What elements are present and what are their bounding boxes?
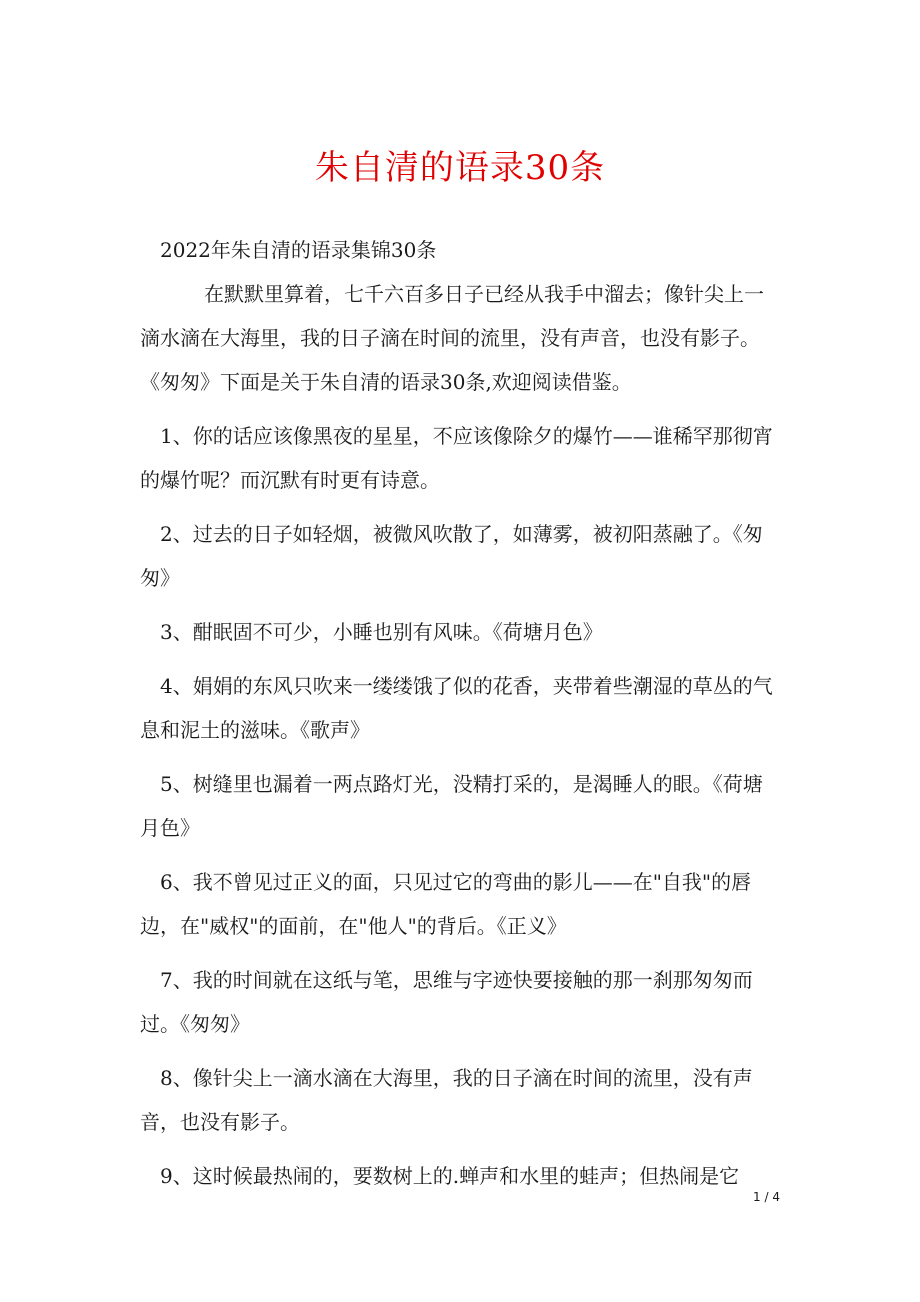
document-subtitle: 2022年朱自清的语录集锦30条 (160, 238, 437, 262)
document-title: 朱自清的语录30条 (314, 148, 606, 188)
quote-item: 7、我的时间就在这纸与笔，思维与字迹快要接触的那一刹那匆匆而过。《匆匆》 (140, 968, 753, 1036)
page-number: 1 / 4 (753, 1190, 780, 1204)
quote-item: 4、娟娟的东风只吹来一缕缕饿了似的花香，夹带着些潮湿的草丛的气息和泥土的滋味。《歌声》 (140, 674, 773, 742)
quote-item: 8、像针尖上一滴水滴在大海里，我的日子滴在时间的流里，没有声音，也没有影子。 (140, 1066, 753, 1134)
document-body (140, 228, 782, 1198)
quote-item: 1、你的话应该像黑夜的星星，不应该像除夕的爆竹——谁稀罕那彻宵的爆竹呢？而沉默有时更有诗意。 (140, 424, 773, 492)
quote-item: 2、过去的日子如轻烟，被微风吹散了，如薄雾，被初阳蒸融了。《匆匆》 (140, 522, 763, 590)
intro-paragraph: 在默默里算着，七千六百多日子已经从我手中溜去；像针尖上一滴水滴在大海里，我的日子滴在时间的流里，没有声音，也没有影子。《匆匆》下面是关于朱自清的语录30条,欢迎阅读借鉴。 (140, 282, 764, 394)
quote-item: 6、我不曾见过正义的面，只见过它的弯曲的影儿——在"自我"的唇边，在"威权"的面前，在"他人"的背后。《正义》 (140, 870, 752, 938)
quote-item: 9、这时候最热闹的，要数树上的.蝉声和水里的蛙声；但热闹是它 (160, 1164, 740, 1188)
quote-item: 5、树缝里也漏着一两点路灯光，没精打采的，是渴睡人的眼。《荷塘月色》 (140, 772, 763, 840)
quote-item: 3、酣眠固不可少，小睡也别有风味。《荷塘月色》 (160, 620, 603, 644)
